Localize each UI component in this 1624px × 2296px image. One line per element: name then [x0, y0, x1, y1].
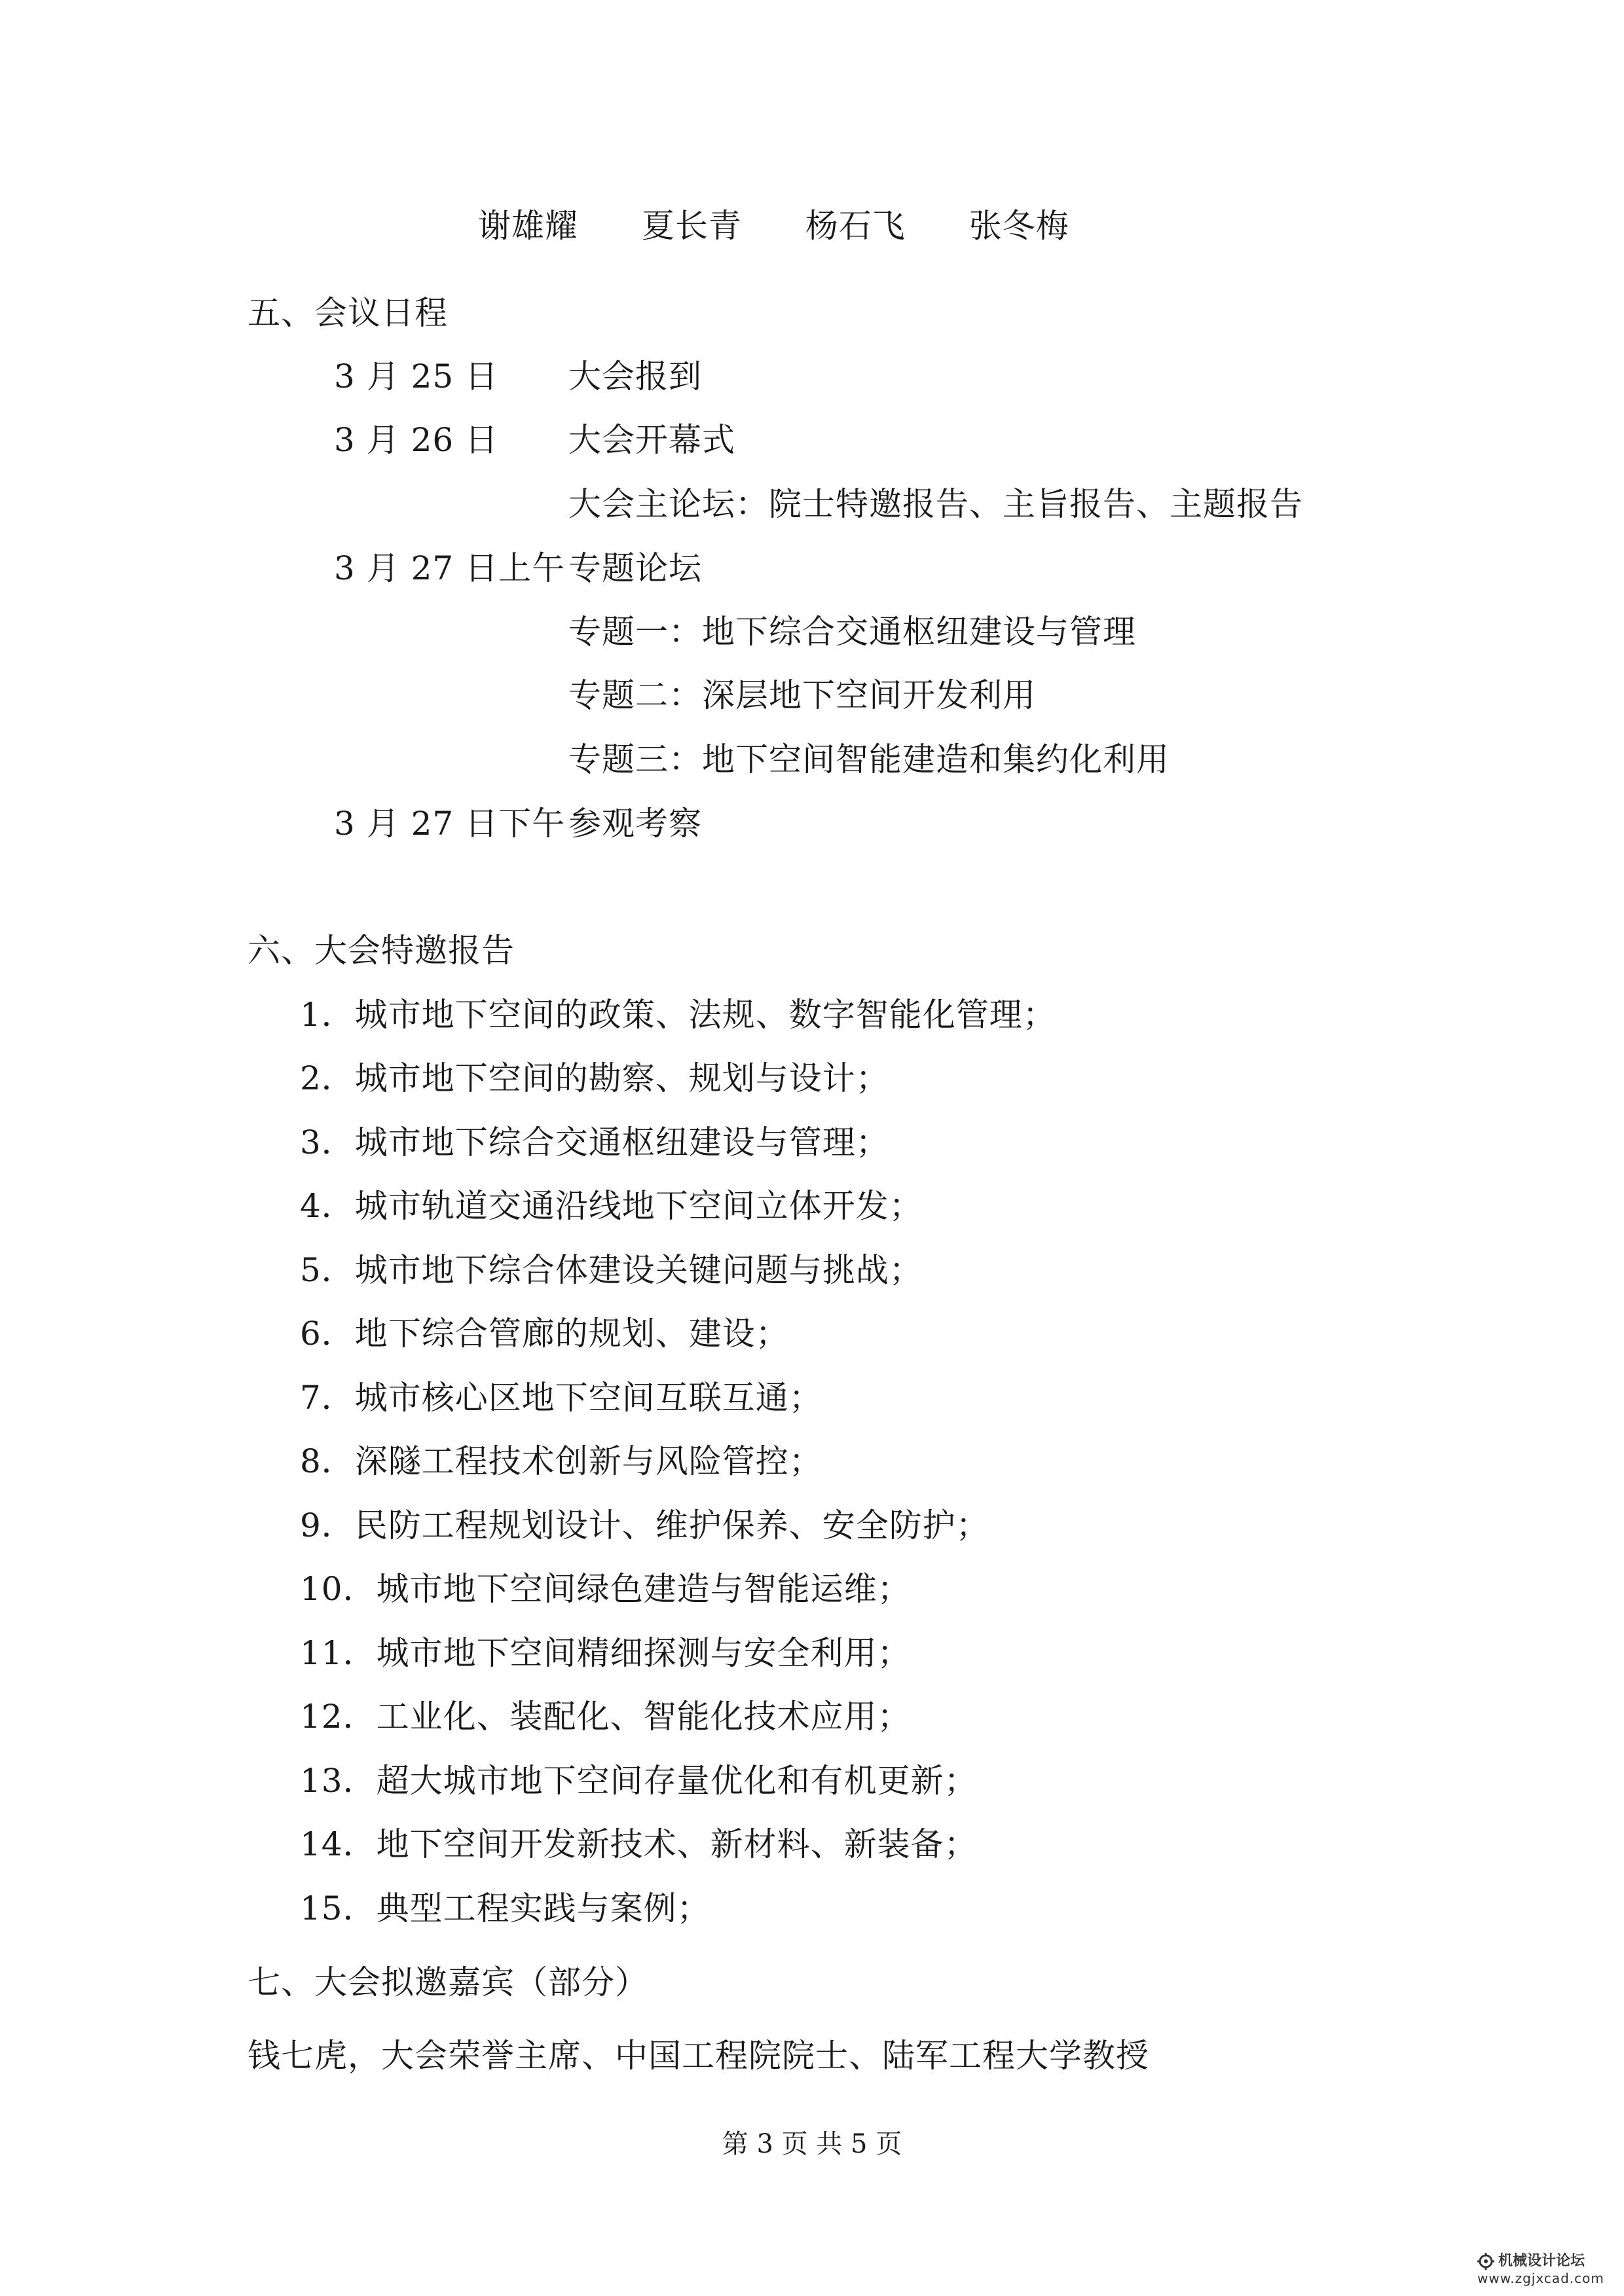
report-item: 14．地下空间开发新技术、新材料、新装备； [300, 1825, 978, 1863]
watermark-title-row [1477, 2253, 1615, 2270]
schedule-date: 3 月 26 日 [334, 421, 499, 459]
report-item: 2．城市地下空间的勘察、规划与设计； [300, 1059, 889, 1097]
schedule-item: 大会开幕式 [568, 421, 735, 459]
gear-logo-icon [1477, 2253, 1494, 2270]
name-item: 杨石飞 [805, 207, 906, 245]
guest-entry: 钱七虎，大会荣誉主席、中国工程院院士、陆军工程大学教授 [248, 2037, 1149, 2075]
report-item: 12．工业化、装配化、智能化技术应用； [300, 1698, 911, 1736]
schedule-date: 3 月 27 日下午 [334, 805, 566, 843]
name-item: 张冬梅 [969, 207, 1069, 245]
watermark-title: 机械设计论坛 [1498, 2253, 1585, 2269]
report-item: 1．城市地下空间的政策、法规、数字智能化管理； [300, 996, 1056, 1034]
report-item: 11．城市地下空间精细探测与安全利用； [300, 1634, 911, 1672]
names-row [478, 206, 1069, 246]
schedule-item: 参观考察 [568, 805, 702, 843]
schedule-item: 专题二：深层地下空间开发利用 [568, 676, 1036, 714]
report-item: 13．超大城市地下空间存量优化和有机更新； [300, 1762, 978, 1800]
reports-heading: 六、大会特邀报告 [248, 932, 515, 970]
site-watermark [1477, 2253, 1615, 2287]
guests-heading-suffix: （部分） [515, 1963, 648, 2001]
name-item: 谢雄耀 [478, 207, 578, 245]
page-footer [0, 2128, 1624, 2160]
page-number-label: 第 3 页 共 5 页 [722, 2129, 902, 2159]
schedule-date: 3 月 25 日 [334, 357, 499, 395]
report-item: 15．典型工程实践与案例； [300, 1889, 710, 1927]
schedule-date: 3 月 27 日上午 [334, 549, 566, 587]
name-item: 夏长青 [641, 207, 742, 245]
schedule-item: 专题一：地下综合交通枢纽建设与管理 [568, 613, 1136, 651]
report-item: 8．深隧工程技术创新与风险管控； [300, 1442, 822, 1480]
report-item: 7．城市核心区地下空间互联互通； [300, 1379, 822, 1417]
report-item: 4．城市轨道交通沿线地下空间立体开发； [300, 1187, 923, 1225]
schedule-item: 大会报到 [568, 357, 702, 395]
report-item: 3．城市地下综合交通枢纽建设与管理； [300, 1123, 889, 1161]
guests-heading [248, 1963, 648, 2002]
watermark-url: www.zgjxcad.com [1477, 2270, 1604, 2286]
report-item: 5．城市地下综合体建设关键问题与挑战； [300, 1251, 923, 1289]
report-item: 10．城市地下空间绿色建造与智能运维； [300, 1570, 911, 1608]
schedule-item: 专题三：地下空间智能建造和集约化利用 [568, 740, 1170, 778]
schedule-item: 大会主论坛：院士特邀报告、主旨报告、主题报告 [568, 485, 1303, 523]
guests-heading-title: 七、大会拟邀嘉宾 [248, 1963, 515, 2001]
schedule-item: 专题论坛 [568, 549, 702, 587]
schedule-heading: 五、会议日程 [248, 294, 448, 332]
report-item: 9．民防工程规划设计、维护保养、安全防护； [300, 1506, 989, 1544]
report-item: 6．地下综合管廊的规划、建设； [300, 1315, 789, 1353]
